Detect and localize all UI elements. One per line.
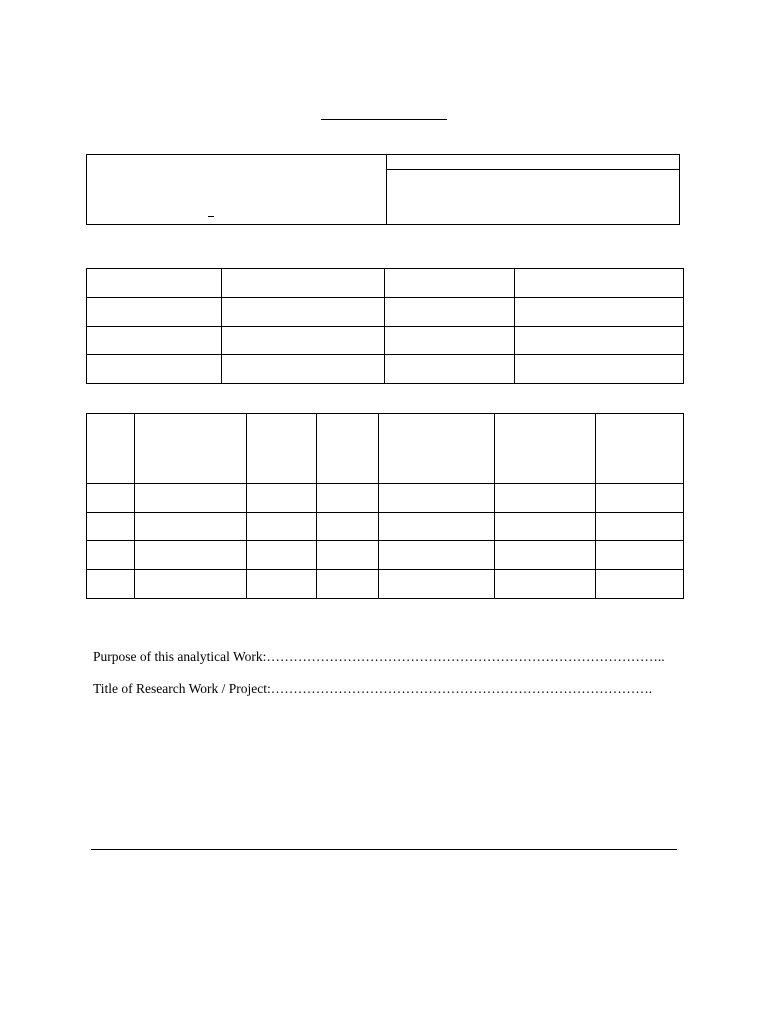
table-cell xyxy=(317,484,379,513)
table-cell xyxy=(495,570,596,599)
header-box-right-top-rule xyxy=(386,169,679,170)
table-header-cell xyxy=(379,414,495,484)
table-header-cell xyxy=(495,414,596,484)
table-cell xyxy=(515,269,684,298)
table-cell xyxy=(515,327,684,355)
table-header-cell xyxy=(87,414,135,484)
header-box xyxy=(86,154,680,225)
table-cell xyxy=(87,513,135,541)
bottom-rule xyxy=(91,849,677,850)
table-row xyxy=(87,513,684,541)
table-cell xyxy=(87,327,222,355)
purpose-fill-field[interactable]: …………………………………………………………………………….. xyxy=(266,649,665,664)
table-cell xyxy=(385,355,515,384)
table-cell xyxy=(317,541,379,570)
table-row xyxy=(87,355,684,384)
table-cell xyxy=(247,484,317,513)
table-cell xyxy=(247,570,317,599)
table-cell xyxy=(247,541,317,570)
table-cell xyxy=(515,298,684,327)
header-box-mark xyxy=(208,216,214,217)
table-cell xyxy=(135,570,247,599)
table-cell xyxy=(87,269,222,298)
title-label: Title of Research Work / Project: xyxy=(93,681,271,696)
purpose-line xyxy=(93,649,665,665)
info-table xyxy=(86,268,684,384)
table-cell xyxy=(495,541,596,570)
table-cell xyxy=(135,541,247,570)
table-cell xyxy=(222,327,385,355)
table-header-cell xyxy=(317,414,379,484)
table-cell xyxy=(495,484,596,513)
table-cell xyxy=(596,484,684,513)
table-cell xyxy=(379,541,495,570)
table-cell xyxy=(222,298,385,327)
title-rule xyxy=(321,119,447,120)
table-cell xyxy=(87,484,135,513)
table-row xyxy=(87,298,684,327)
purpose-label: Purpose of this analytical Work: xyxy=(93,649,267,664)
table-cell xyxy=(317,513,379,541)
table-cell xyxy=(596,541,684,570)
table-header-cell xyxy=(247,414,317,484)
table-cell xyxy=(596,513,684,541)
title-line xyxy=(93,681,652,697)
table-cell xyxy=(247,513,317,541)
header-box-divider xyxy=(386,155,387,224)
table-cell xyxy=(596,570,684,599)
table-cell xyxy=(222,355,385,384)
table-cell xyxy=(385,327,515,355)
table-cell xyxy=(87,355,222,384)
table-header-row xyxy=(87,414,684,484)
table-cell xyxy=(87,541,135,570)
table-cell xyxy=(379,484,495,513)
table-cell xyxy=(379,513,495,541)
table-row xyxy=(87,327,684,355)
table-cell xyxy=(222,269,385,298)
table-cell xyxy=(87,298,222,327)
table-row xyxy=(87,484,684,513)
table-row xyxy=(87,269,684,298)
table-cell xyxy=(385,298,515,327)
table-row xyxy=(87,541,684,570)
title-fill-field[interactable]: …………………………………………………………………………. xyxy=(270,681,653,696)
table-header-cell xyxy=(596,414,684,484)
table-cell xyxy=(135,484,247,513)
table-cell xyxy=(495,513,596,541)
table-cell xyxy=(135,513,247,541)
table-header-cell xyxy=(135,414,247,484)
table-row xyxy=(87,570,684,599)
sample-table xyxy=(86,413,684,599)
table-cell xyxy=(87,570,135,599)
table-cell xyxy=(515,355,684,384)
table-cell xyxy=(317,570,379,599)
table-cell xyxy=(379,570,495,599)
table-cell xyxy=(385,269,515,298)
